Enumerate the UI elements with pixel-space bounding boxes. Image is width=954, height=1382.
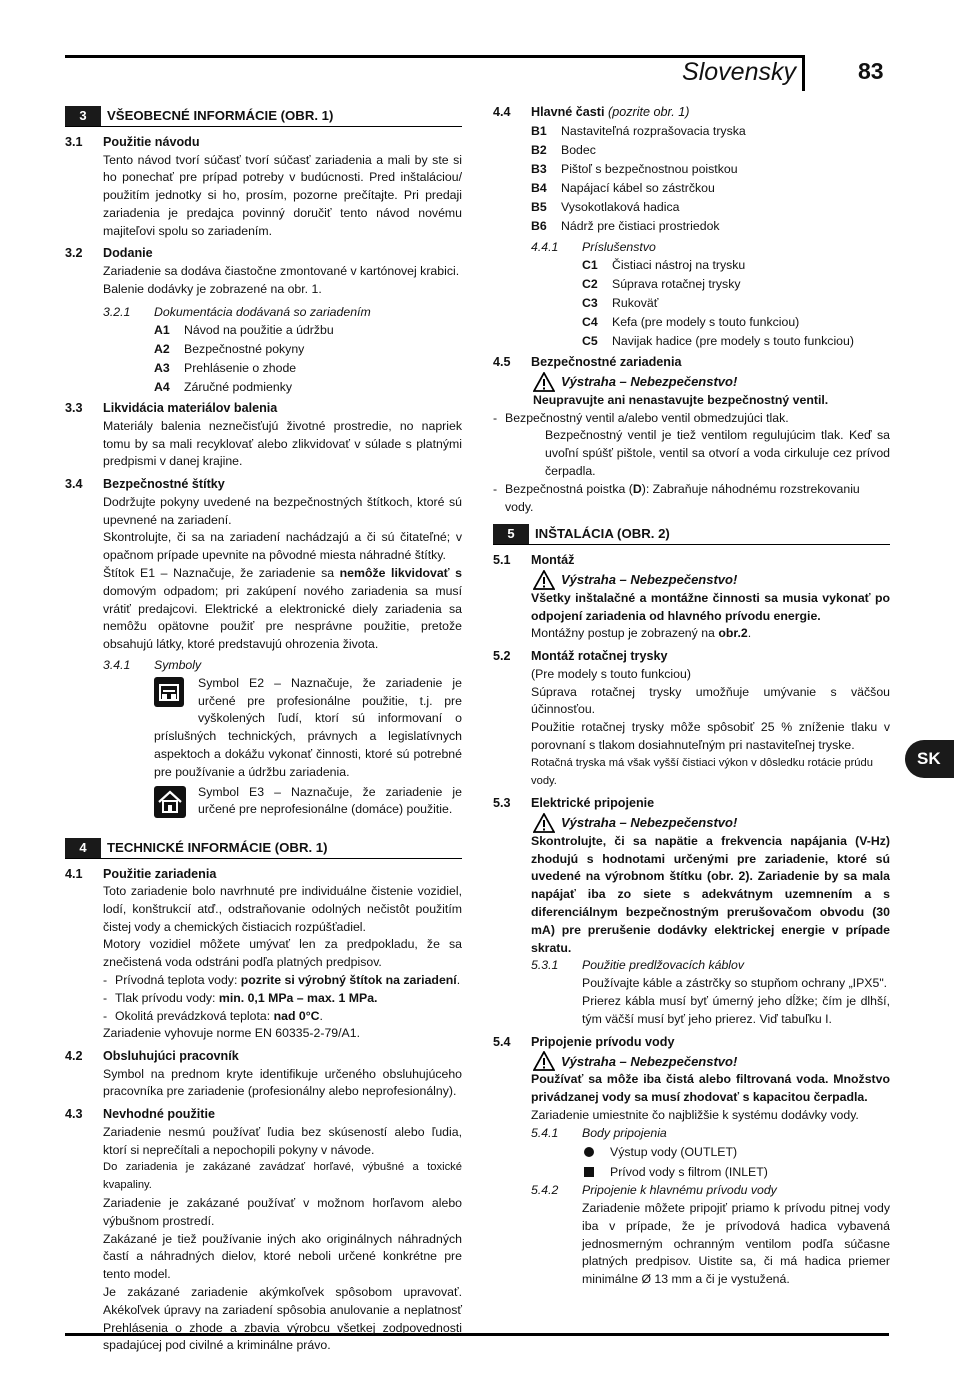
right-column	[493, 104, 890, 1289]
subsection-4-4: 4.4 Hlavné časti (pozrite obr. 1)	[493, 105, 690, 119]
list-item: Výstup vody (OUTLET)	[584, 1142, 890, 1162]
header-language: Slovensky	[682, 58, 796, 86]
list-item: B6 Nádrž pre čistiaci prostriedok	[531, 218, 720, 233]
subsection-3-1: 3.1 Použitie návodu	[65, 135, 200, 149]
subsubsection-5-4-2: 5.4.2 Pripojenie k hlavnému prívodu vody	[531, 1183, 777, 1198]
section-3-header	[65, 104, 462, 127]
list-item: C2 Súprava rotačnej trysky	[582, 277, 741, 292]
list-item: B5 Vysokotlaková hadica	[531, 199, 680, 214]
warning-triangle-icon	[533, 1051, 555, 1071]
warning-triangle-icon	[533, 372, 555, 392]
subsubsection-5-3-1: 5.3.1 Použitie predlžovacích káblov	[531, 958, 744, 973]
list-item: B3 Pištoľ s bezpečnostnou poistkou	[531, 161, 738, 176]
subsection-5-4: 5.4 Pripojenie prívodu vody	[493, 1034, 675, 1049]
list-item: B2 Bodec	[531, 142, 596, 157]
subsection-4-5: 4.5 Bezpečnostné zariadenia	[493, 355, 682, 370]
list-item: Prívod vody s filtrom (INLET)	[584, 1162, 890, 1182]
paragraph: Zariadenie vyhovuje norme EN 60335-2-79/A1.	[103, 1026, 361, 1041]
list-item: C4 Kefa (pre modely s touto funkciou)	[582, 315, 800, 330]
paragraph: Zariadenie môžete pripojiť priamo k prívodu pitnej vody iba v prípade, že je prívodová hadica vybavená jednosmerným ochranným ventilom podľa súčasne platných predpisov. Uistite sa, či má hadica priemer minimálne Ø 13 mm a či je vystužená.	[582, 1201, 890, 1287]
page-number: 83	[858, 58, 884, 84]
list-item: A3 Prehlásenie o zhode	[154, 361, 297, 376]
paragraph: Motory vozidiel môžete umývať len za predpokladu, že sa znečistená voda odstráni podľa platných predpisov.	[103, 937, 462, 970]
paragraph: Rotačná tryska má však vyšší čistiaci výkon v dôsledku rotácie prúdu vody.	[531, 756, 873, 787]
subsubsection-4-4-1: 4.4.1 Príslušenstvo	[531, 239, 656, 254]
square-bullet-icon	[584, 1167, 594, 1177]
subsection-4-1: 4.1 Použitie zariadenia	[65, 866, 217, 881]
subsection-5-1: 5.1 Montáž	[493, 553, 575, 568]
section-number: 5	[493, 524, 529, 544]
section-4-header	[65, 836, 462, 859]
section-title: TECHNICKÉ INFORMÁCIE (OBR. 1)	[107, 839, 328, 855]
paragraph: Materiály balenia neznečisťujú životné prostredie, no napriek tomu by sa mali recyklovať alebo zlikvidovať v súlade s platnými predpismi v danej krajine.	[103, 418, 462, 469]
paragraph: Bezpečnostný ventil je tiež ventilom regulujúcim tlak. Keď sa uvoľní spúšť pištole, ventil sa otvorí a voda cirkuluje cez prívod čerpadla.	[545, 428, 890, 478]
list-item: A2 Bezpečnostné pokyny	[154, 342, 305, 357]
list-item: A1 Návod na použitie a údržbu	[154, 323, 334, 338]
paragraph: Tento návod tvorí súčasť tvorí súčasť zariadenia a mali by ste si ho ponechať pre prípad potreby v budúcnosti. Pred inštaláciou/ použitím jednotky si ho, prosím, pozorne prečítajte. Pri predaji zariadenia je predajca povinný doručiť tento návod novému majiteľovi spolu so zariadením.	[103, 152, 462, 238]
warning: Výstraha – Nebezpečenstvo!	[533, 372, 890, 392]
paragraph: Dodržujte pokyny uvedené na bezpečnostných štítkoch, ktoré sú upevnené na zariadení.	[103, 494, 462, 527]
warning: Výstraha – Nebezpečenstvo!	[533, 570, 890, 590]
list-item: - Prívodná teplota vody: pozrite si výrobný štítok na zariadení.	[103, 973, 461, 987]
paragraph: Balenie dodávky je zobrazené na obr. 1.	[103, 281, 322, 296]
accessories-list	[582, 256, 890, 351]
list-item: - Okolitá prevádzková teplota: nad 0°C.	[103, 1008, 323, 1023]
list-item: A4 Záručné podmienky	[154, 380, 292, 395]
subsection-3-4: 3.4 Bezpečnostné štítky	[65, 477, 225, 492]
left-column	[65, 104, 462, 1355]
language-tab: SK	[905, 740, 954, 778]
paragraph: Používajte káble a zástrčky so stupňom ochrany „IPX5".	[582, 976, 888, 991]
warning: Výstraha – Nebezpečenstvo!	[533, 813, 890, 833]
paragraph: Zariadenie umiestnite čo najbližšie k systému dodávky vody.	[531, 1107, 859, 1122]
paragraph: Prierez kábla musí byť úmerný jeho dĺžke; čím je dlhší, tým väčší musí byť jeho prierez. Viď tabuľku I.	[582, 994, 890, 1026]
symbol-e3-block: Symbol E3 – Naznačuje, že zariadenie je určené pre neprofesionálne (domáce) použitie.	[154, 784, 462, 820]
warning-text: Používať sa môže iba čistá alebo filtrovaná voda. Množstvo privádzanej vody sa musí zhodovať s kapacitou čerpadla.	[531, 1072, 890, 1104]
symbol-e2-block: Symbol E2 – Naznačuje, že zariadenie je určené pre profesionálne použitie, t.j. pre vyškolených ľudí, ktorí sú informovaní o príslušných technických, právnych a legislatívnych aspektoch a dokážu vykonať činnosti, ktoré sú potrebné pre používanie a údržbu zariadenia.	[154, 675, 462, 779]
subsection-3-3: 3.3 Likvidácia materiálov balenia	[65, 401, 278, 416]
paragraph: Použitie rotačnej trysky môže spôsobiť 25 % zníženie tlaku v porovnaní s tlakom dosiahnuteľným pri nastaviteľnej tryske.	[531, 720, 890, 752]
header-divider	[802, 55, 805, 91]
warning-text: Všetky inštalačné a montážne činnosti sa musia vykonať po odpojení zariadenia od hlavného prívodu energie.	[531, 590, 890, 623]
subsection-5-2: 5.2 Montáž rotačnej trysky	[493, 649, 668, 664]
list-item: - Bezpečnostná poistka (D): Zabraňuje náhodnému rozstrekovaniu vody.	[493, 481, 860, 514]
paragraph: Toto zariadenie bolo navrhnuté pre individuálne čistenie vozidiel, lodí, konštrukcií atď., odstraňovanie odolných nečistôt použitím čistej vody a chemických čistiacich rozpúšťadiel.	[103, 884, 462, 934]
warning-text: Skontrolujte, či sa napätie a frekvencia napájania (V-Hz) zhodujú s hodnotami určenými pre zariadenie, ktoré sú uvedené na výrobnom štítku (obr. 2). Zariadenie by sa mala napájať iba zo siete s adekvátnym uzemnením a s diferenciálnym bezpečnostným prerušovačom obvodu (30 mA) pre prerušenie dodávky elektrickej energie v prípade skratu.	[531, 833, 890, 955]
paragraph: Skontrolujte, či sa na zariadení nachádzajú a či sú čitateľné; v opačnom prípade upevnite na pôvodné miesta náhradné štítky.	[103, 530, 462, 563]
subsubsection-3-2-1: 3.2.1 Dokumentácia dodávaná so zariadením	[103, 304, 371, 319]
documentation-list	[154, 321, 462, 397]
paragraph: Do zariadenia je zakázané zavádzať horľavé, výbušné a toxické kvapaliny.	[103, 1161, 462, 1192]
paragraph: Symbol na prednom kryte identifikuje určeného obsluhujúceho pracovníka pre zariadenie (profesionálny alebo neprofesionálny).	[103, 1066, 462, 1099]
paragraph: Zariadenie je zakázané používať v možnom horľavom alebo výbušnom prostredí.	[103, 1195, 462, 1228]
paragraph: Zakázané je tiež používanie iných ako originálnych náhradných častí a náhradných dielov, ktoré neboli určené konkrétne pre tento model.	[103, 1231, 462, 1282]
section-5-header	[493, 522, 890, 545]
subsubsection-3-4-1: 3.4.1 Symboly	[103, 657, 202, 672]
list-item: B4 Napájací kábel so zástrčkou	[531, 180, 715, 195]
section-number: 4	[65, 838, 101, 858]
subsection-4-3: 4.3 Nevhodné použitie	[65, 1107, 215, 1122]
section-number: 3	[65, 106, 101, 126]
list-item: B1 Nastaviteľná rozprašovacia tryska	[531, 123, 746, 138]
subsubsection-5-4-1: 5.4.1 Body pripojenia	[531, 1125, 667, 1140]
subsection-3-2: 3.2 Dodanie	[65, 246, 153, 261]
paragraph: (Pre modely s touto funkciou)	[531, 666, 691, 681]
section-title: INŠTALÁCIA (OBR. 2)	[535, 526, 670, 542]
paragraph: Štítok E1 – Naznačuje, že zariadenie sa nemôže likvidovať s domovým odpadom; pri zakúpení nového zariadenia sa musí vrátiť predajcovi. Elektrické a elektronické diely zariadenia sa nemôžu opätovne použiť pre nesprávne použitie, pretože obsahujú látky, ktoré predstavujú ohrozenia života.	[103, 565, 462, 652]
section-title: VŠEOBECNÉ INFORMÁCIE (OBR. 1)	[107, 108, 334, 123]
subsection-5-3: 5.3 Elektrické pripojenie	[493, 796, 655, 811]
paragraph: Zariadenie nesmú používať ľudia bez skúseností alebo ľudia, ktorí si neprečítali a nepochopili pokyny v návode.	[103, 1124, 462, 1157]
warning: Výstraha – Nebezpečenstvo!	[533, 1051, 890, 1071]
list-item: - Tlak prívodu vody: min. 0,1 MPa – max. 1 MPa.	[103, 990, 378, 1005]
paragraph: Zariadenie sa dodáva čiastočne zmontované v kartónovej krabici.	[103, 263, 460, 278]
paragraph: Súprava rotačnej trysky umožňuje umývanie s väčšou účinnosťou.	[531, 684, 890, 717]
list-item: C5 Navijak hadice (pre modely s touto funkciou)	[582, 334, 854, 349]
warning-triangle-icon	[533, 813, 555, 833]
circle-bullet-icon	[584, 1147, 594, 1157]
home-use-symbol-icon	[154, 786, 186, 818]
list-item: C1 Čistiaci nástroj na trysku	[582, 258, 746, 273]
paragraph: Montážny postup je zobrazený na obr.2.	[531, 626, 752, 641]
warning-text: Neupravujte ani nenastavujte bezpečnostný ventil.	[533, 392, 829, 407]
paragraph: Je zakázané zariadenie akýmkoľvek spôsobom upravovať. Akékoľvek úpravy na zariadení spôsobia anulovanie a neplatnosť Prehlásenia o zhode a zbavia výrobcu všetkej zodpovednosti spadajúcej pod civilné a kriminálne právo.	[103, 1284, 462, 1353]
professional-symbol-icon	[154, 677, 184, 707]
list-item: C3 Rukoväť	[582, 296, 659, 311]
list-item: - Bezpečnostný ventil a/alebo ventil obmedzujúci tlak.	[493, 410, 789, 425]
warning-triangle-icon	[533, 570, 555, 590]
main-parts-list	[531, 122, 890, 236]
subsection-4-2: 4.2 Obsluhujúci pracovník	[65, 1049, 239, 1064]
